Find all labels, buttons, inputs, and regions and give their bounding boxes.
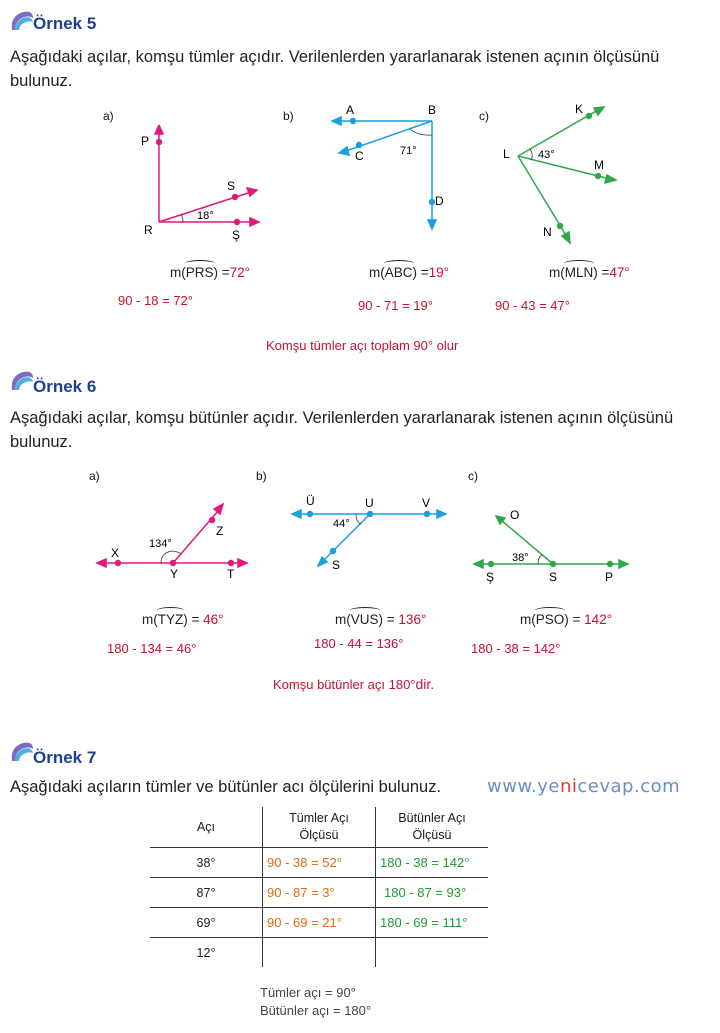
ex6-c-point-sh: Ş: [486, 570, 495, 584]
ornek-7-badge-icon: [9, 741, 35, 763]
ex6-b-given-angle: 44°: [333, 518, 350, 530]
table-row: [150, 848, 488, 878]
ex5-b-calc: 90 - 71 = 19°: [358, 298, 433, 313]
header-butunler: Bütünler Açı Ölçüsü: [376, 807, 489, 848]
ornek-5-question: Aşağıdaki açılar, komşu tümler açıdır. Verilenlerden yararlanarak istenen açının ölçüsünü bulunuz.: [10, 48, 660, 90]
cell-tumler: 90 - 69 = 21°: [263, 908, 376, 938]
ex5-c-point-l: L: [503, 147, 510, 161]
ex5-c-figure: [498, 98, 628, 248]
ex5-c-point-n: N: [543, 225, 552, 239]
ex6-a-point-t: T: [227, 567, 235, 581]
ex5-c-calc: 90 - 43 = 47°: [495, 298, 570, 313]
ornek-6-badge-icon: [9, 370, 35, 392]
table-row: [150, 938, 488, 968]
cell-angle: 69°: [150, 908, 263, 938]
ex5-a-point-s: S: [227, 179, 236, 193]
ex6-b-angle-name: VUS: [350, 612, 379, 627]
ornek-7-title: Örnek 7: [33, 748, 97, 767]
ex5-b-point-a: A: [346, 103, 355, 117]
note-butunler: Bütünler açı = 180°: [260, 1003, 372, 1018]
ex5-a-given-angle: 18°: [197, 210, 214, 222]
ex5-a-figure: [135, 125, 270, 245]
cell-butunler: 180 - 87 = 93°: [376, 878, 489, 908]
table-row: [150, 878, 488, 908]
ex6-b-point-u: U: [365, 496, 374, 510]
ex7-table: [150, 807, 488, 967]
ex6-b-point-s: S: [332, 558, 341, 572]
ex6-a-figure: [95, 500, 255, 582]
ex6-part-c-label: c): [468, 469, 478, 483]
ex5-b-measure: m(ABC) =19°: [369, 265, 450, 280]
ornek-5-title: Örnek 5: [33, 14, 97, 33]
ornek-6-question: Aşağıdaki açılar, komşu bütünler açıdır. Verilenlerden yararlanarak istenen açının ölçüsünü bulunuz.: [10, 409, 674, 451]
ex5-part-c-label: c): [479, 109, 489, 123]
ex5-b-point-c: C: [355, 149, 364, 163]
ex5-c-point-k: K: [575, 102, 584, 116]
ex6-b-calc: 180 - 44 = 136°: [314, 636, 404, 651]
ex6-a-given-angle: 134°: [149, 538, 172, 550]
ex6-b-point-v: V: [422, 496, 431, 510]
ex6-c-figure: [472, 505, 630, 585]
ex5-b-figure: [326, 98, 446, 238]
cell-tumler: [263, 938, 376, 968]
ex6-b-measure: m(VUS) = 136°: [335, 612, 427, 627]
ornek-5-badge-icon: [9, 10, 35, 32]
ex6-a-answer: 46°: [203, 612, 224, 627]
ex6-c-point-p: P: [605, 570, 614, 584]
ex5-c-point-m: M: [594, 158, 604, 172]
header-aci: Açı: [150, 807, 263, 848]
watermark: www.yenicevap.com: [487, 776, 681, 797]
ex6-a-angle-name: TYZ: [157, 612, 184, 627]
table-row: [150, 908, 488, 938]
ex6-a-measure: m(TYZ) = 46°: [142, 612, 224, 627]
ex7-notes: [260, 984, 371, 1020]
cell-butunler: [376, 938, 489, 968]
ex5-part-b-label: b): [283, 109, 294, 123]
ornek-7-question: Aşağıdaki açıların tümler ve bütünler acı ölçülerini bulunuz.: [10, 778, 442, 796]
ex6-c-angle-name: PSO: [535, 612, 565, 627]
ex5-c-measure: m(MLN) =47°: [549, 265, 630, 280]
cell-tumler: 90 - 38 = 52°: [263, 848, 376, 878]
ex5-part-a-label: a): [103, 109, 114, 123]
ex6-summary: Komşu bütünler açı 180°dir.: [273, 676, 435, 692]
ex6-a-point-x: X: [111, 546, 120, 560]
ex6-c-answer: 142°: [584, 612, 613, 627]
table-header-row: [150, 807, 488, 848]
ex5-a-calc: 90 - 18 = 72°: [118, 293, 193, 308]
ex6-c-given-angle: 38°: [512, 552, 529, 564]
ex5-a-measure: m(PRS) =72°: [170, 265, 251, 280]
ex6-part-b-label: b): [256, 469, 267, 483]
ex6-c-measure: m(PSO) = 142°: [520, 612, 613, 627]
note-tumler: Tümler açı = 90°: [260, 985, 356, 1000]
ex5-c-answer: 47°: [609, 265, 630, 280]
ex5-b-given-angle: 71°: [400, 145, 417, 157]
cell-tumler: 90 - 87 = 3°: [263, 878, 376, 908]
ex6-a-calc: 180 - 134 = 46°: [107, 641, 197, 656]
ex5-a-point-sh: Ş: [232, 228, 241, 242]
ex5-summary: Komşu tümler açı toplam 90° olur: [266, 338, 459, 353]
ex5-c-given-angle: 43°: [538, 149, 555, 161]
ex5-a-angle-name: PRS: [185, 265, 214, 280]
ex5-c-angle-name: MLN: [564, 265, 594, 280]
ex5-a-point-p: P: [141, 134, 150, 148]
ex6-c-point-o: O: [510, 508, 520, 522]
ex5-b-point-d: D: [435, 194, 444, 208]
ex6-part-a-label: a): [89, 469, 100, 483]
cell-angle: 87°: [150, 878, 263, 908]
ex5-a-point-r: R: [144, 223, 153, 237]
cell-angle: 38°: [150, 848, 263, 878]
ex6-c-calc: 180 - 38 = 142°: [471, 641, 561, 656]
ex6-a-point-z: Z: [216, 524, 224, 538]
ex5-b-point-b: B: [428, 103, 437, 117]
ex6-a-point-y: Y: [170, 567, 179, 581]
ex5-b-answer: 19°: [428, 265, 450, 280]
cell-butunler: 180 - 69 = 111°: [376, 908, 489, 938]
ex6-b-figure: [290, 490, 450, 574]
ex5-a-answer: 72°: [229, 265, 251, 280]
ornek-6-title: Örnek 6: [33, 377, 97, 396]
cell-angle: 12°: [196, 945, 216, 960]
ex6-b-answer: 136°: [398, 612, 427, 627]
header-tumler: Tümler Açı Ölçüsü: [263, 807, 376, 848]
ex5-b-angle-name: ABC: [384, 265, 413, 280]
cell-butunler: 180 - 38 = 142°: [376, 848, 489, 878]
ex6-c-point-s: S: [549, 570, 558, 584]
ex6-b-point-u-dots: Ü: [306, 494, 315, 508]
